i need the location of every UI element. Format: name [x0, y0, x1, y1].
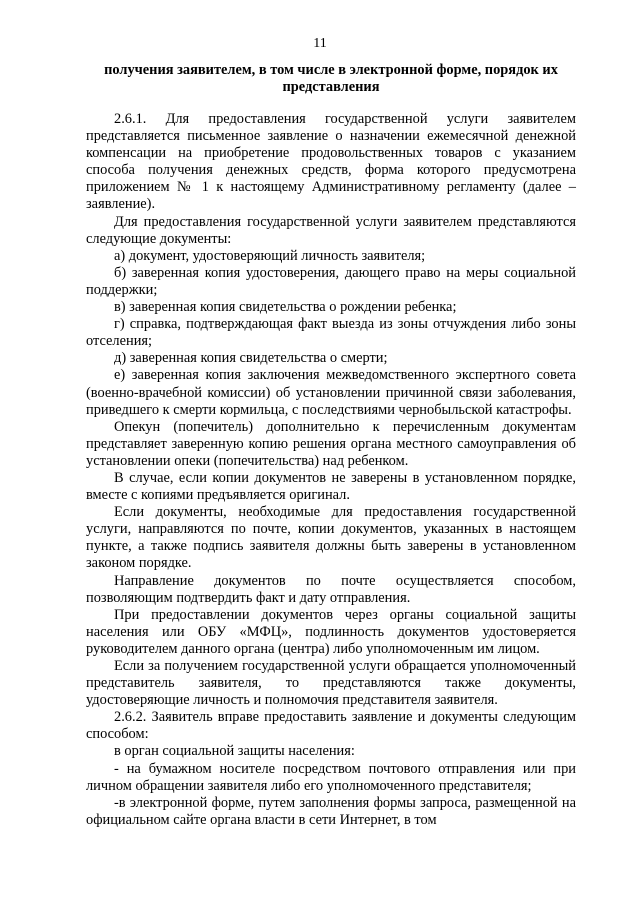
paragraph-mail-method: Направление документов по почте осуществляется способом, позволяющим подтвердить факт и дату отправления.	[86, 572, 576, 606]
paragraph-by-mail: Если документы, необходимые для предоставления государственной услуги, направляются по почте, копии документов, указанных в настоящем пункте, а также подпись заявителя должны быть заверены в установленном законом порядке.	[86, 504, 576, 572]
paragraph-copies: В случае, если копии документов не заверены в установленном порядке, вместе с копиями предъявляется оригинал.	[86, 469, 576, 504]
list-item-e: е) заверенная копия заключения межведомственного экспертного совета (военно-врачебной комиссии) об установлении причинной связи заболевания, приведшего к смерти кормильца, с последствиями чернобыльской катастрофы.	[86, 367, 576, 418]
document-body	[86, 111, 576, 829]
paragraph-documents-intro: Для предоставления государственной услуги заявителем представляются следующие документы:	[86, 213, 576, 247]
list-item-d: д) заверенная копия свидетельства о смерти;	[114, 350, 388, 367]
paragraph-guardian: Опекун (попечитель) дополнительно к перечисленным документам представляет заверенную копию решения органа местного самоуправления об установлении опеки (попечительства) над ребенком.	[86, 418, 576, 469]
paragraph-2-6-1: 2.6.1. Для предоставления государственной услуги заявителем представляется письменное заявление о назначении ежемесячной денежной компенсации на приобретение продовольственных товаров с указанием способа получения денежных средств, форма которого предусмотрена приложением № 1 к настоящему Административному регламенту (далее – заявление).	[86, 111, 576, 213]
list-item-electronic: -в электронной форме, путем заполнения формы запроса, размещенной на официальном сайте органа власти в сети Интернет, в том	[86, 794, 576, 828]
paragraph-social-body: в орган социальной защиты населения:	[114, 743, 355, 760]
list-item-b: б) заверенная копия удостоверения, дающего право на меры социальной поддержки;	[86, 264, 576, 298]
list-item-paper: - на бумажном носителе посредством почтового отправления или при личном обращении заявителя либо его уполномоченного представителя;	[86, 760, 576, 794]
paragraph-authenticity: При предоставлении документов через органы социальной защиты населения или ОБУ «МФЦ», подлинность документов удостоверяется руководителем данного органа (центра) либо уполномоченным им лицом.	[86, 606, 576, 657]
list-item-g: г) справка, подтверждающая факт выезда из зоны отчуждения либо зоны отселения;	[86, 316, 576, 350]
paragraph-representative: Если за получением государственной услуги обращается уполномоченный представитель заявителя, то представляются также документы, удостоверяющие личность и полномочия представителя заявителя.	[86, 658, 576, 709]
page-number: 11	[313, 36, 327, 51]
section-heading: получения заявителем, в том числе в электронной форме, порядок их представления	[104, 62, 558, 95]
paragraph-2-6-2: 2.6.2. Заявитель вправе предоставить заявление и документы следующим способом:	[86, 709, 576, 743]
list-item-a: а) документ, удостоверяющий личность заявителя;	[114, 247, 426, 264]
list-item-v: в) заверенная копия свидетельства о рождении ребенка;	[114, 299, 457, 316]
